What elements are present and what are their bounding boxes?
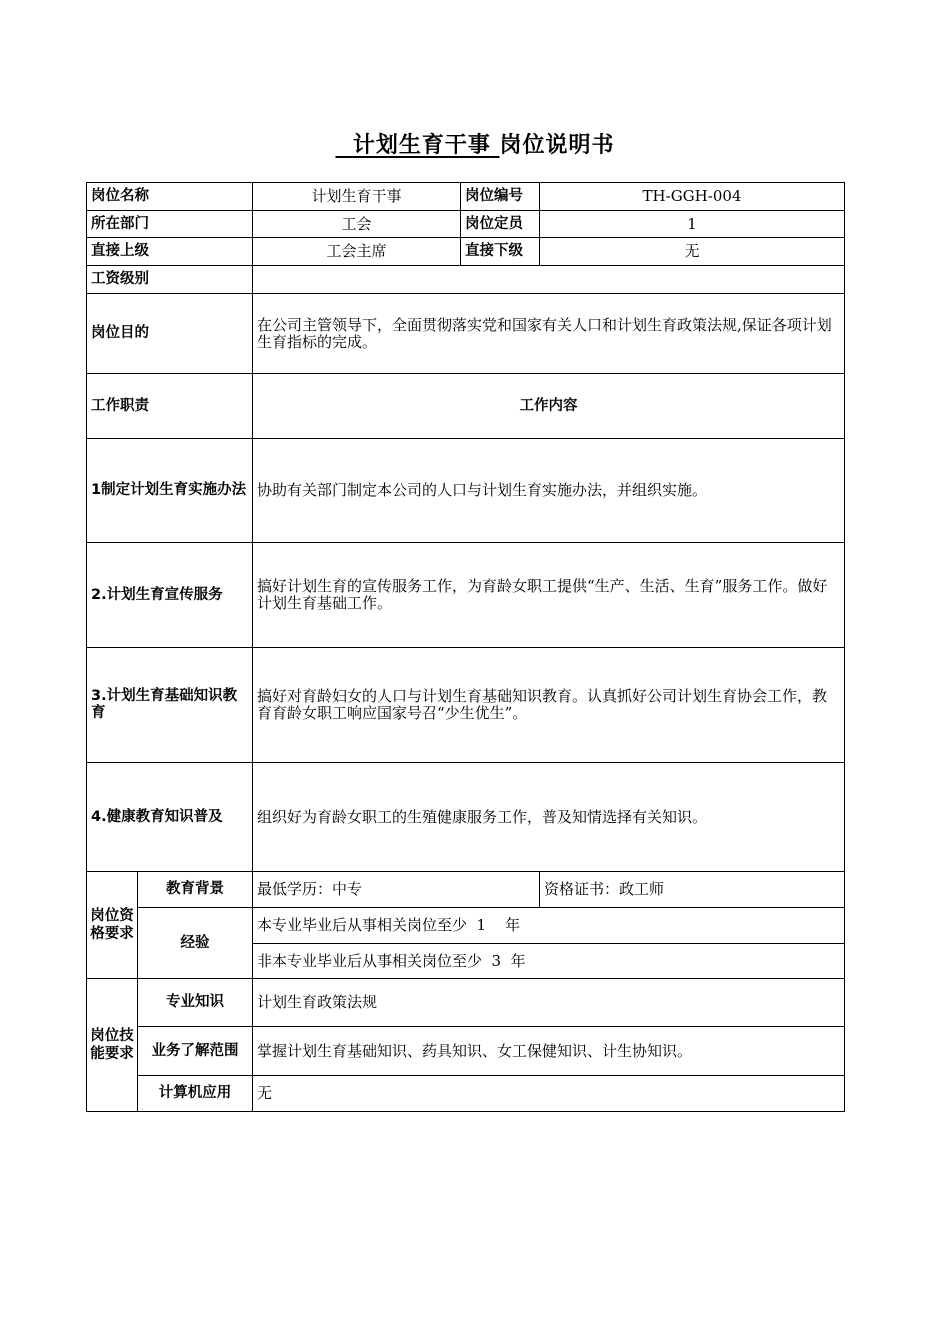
page-title	[0, 128, 950, 159]
value-department: 工会	[253, 211, 461, 238]
duty-row	[87, 648, 845, 763]
label-education: 教育背景	[138, 872, 253, 908]
duty-row	[87, 543, 845, 648]
row-name	[87, 183, 845, 211]
job-description-table	[86, 182, 845, 1112]
duty-name: 3.计划生育基础知识教育	[87, 648, 253, 763]
duty-content: 协助有关部门制定本公司的人口与计划生育实施办法，并组织实施。	[253, 439, 845, 543]
label-qualification-group: 岗位资格要求	[87, 872, 138, 979]
label-direct-superior: 直接上级	[87, 238, 253, 266]
label-position-code: 岗位编号	[461, 183, 540, 211]
duty-content: 搞好计划生育的宣传服务工作，为育龄女职工提供“生产、生活、生育”服务工作。做好计划生育基础工作。	[253, 543, 845, 648]
value-professional-knowledge: 计划生育政策法规	[253, 979, 845, 1027]
label-business-scope: 业务了解范围	[138, 1027, 253, 1076]
duty-content: 组织好为育龄女职工的生殖健康服务工作，普及知情选择有关知识。	[253, 763, 845, 872]
label-department: 所在部门	[87, 211, 253, 238]
row-grade	[87, 266, 845, 294]
value-headcount: 1	[540, 211, 845, 238]
value-experience-nonmajor: 非本专业毕业后从事相关岗位至少 3 年	[253, 944, 845, 979]
value-education: 最低学历：中专	[253, 872, 540, 908]
label-direct-subordinate: 直接下级	[461, 238, 540, 266]
row-purpose	[87, 294, 845, 374]
duty-name: 4.健康教育知识普及	[87, 763, 253, 872]
row-education	[87, 872, 845, 908]
value-position-code: TH-GGH-004	[540, 183, 845, 211]
value-business-scope: 掌握计划生育基础知识、药具知识、女工保健知识、计生协知识。	[253, 1027, 845, 1076]
label-computer-skills: 计算机应用	[138, 1076, 253, 1112]
row-dept	[87, 211, 845, 238]
label-position-name: 岗位名称	[87, 183, 253, 211]
label-salary-grade: 工资级别	[87, 266, 253, 294]
title-suffix: 岗位说明书	[499, 133, 615, 158]
label-professional-knowledge: 专业知识	[138, 979, 253, 1027]
row-superior	[87, 238, 845, 266]
value-salary-grade	[253, 266, 845, 294]
value-direct-subordinate: 无	[540, 238, 845, 266]
value-direct-superior: 工会主席	[253, 238, 461, 266]
row-business	[87, 1027, 845, 1076]
duty-row	[87, 763, 845, 872]
header-work-content: 工作内容	[253, 374, 845, 439]
duty-content: 搞好对育龄妇女的人口与计划生育基础知识教育。认真抓好公司计划生育协会工作，教育育龄女职工响应国家号召“少生优生”。	[253, 648, 845, 763]
value-computer-skills: 无	[253, 1076, 845, 1112]
label-skill-group: 岗位技能要求	[87, 979, 138, 1112]
row-knowledge	[87, 979, 845, 1027]
label-headcount: 岗位定员	[461, 211, 540, 238]
value-certificate: 资格证书：政工师	[540, 872, 845, 908]
duty-row	[87, 439, 845, 543]
duty-name: 1制定计划生育实施办法	[87, 439, 253, 543]
row-duties-header	[87, 374, 845, 439]
value-position-purpose: 在公司主管领导下，全面贯彻落实党和国家有关人口和计划生育政策法规,保证各项计划生育指标的完成。	[253, 294, 845, 374]
duty-name: 2.计划生育宣传服务	[87, 543, 253, 648]
label-job-duties: 工作职责	[87, 374, 253, 439]
label-experience: 经验	[138, 908, 253, 979]
value-experience-major: 本专业毕业后从事相关岗位至少 1 年	[253, 908, 845, 944]
value-position-name: 计划生育干事	[253, 183, 461, 211]
row-experience-1	[87, 908, 845, 944]
row-computer	[87, 1076, 845, 1112]
label-position-purpose: 岗位目的	[87, 294, 253, 374]
title-job-name: 计划生育干事	[352, 133, 491, 158]
